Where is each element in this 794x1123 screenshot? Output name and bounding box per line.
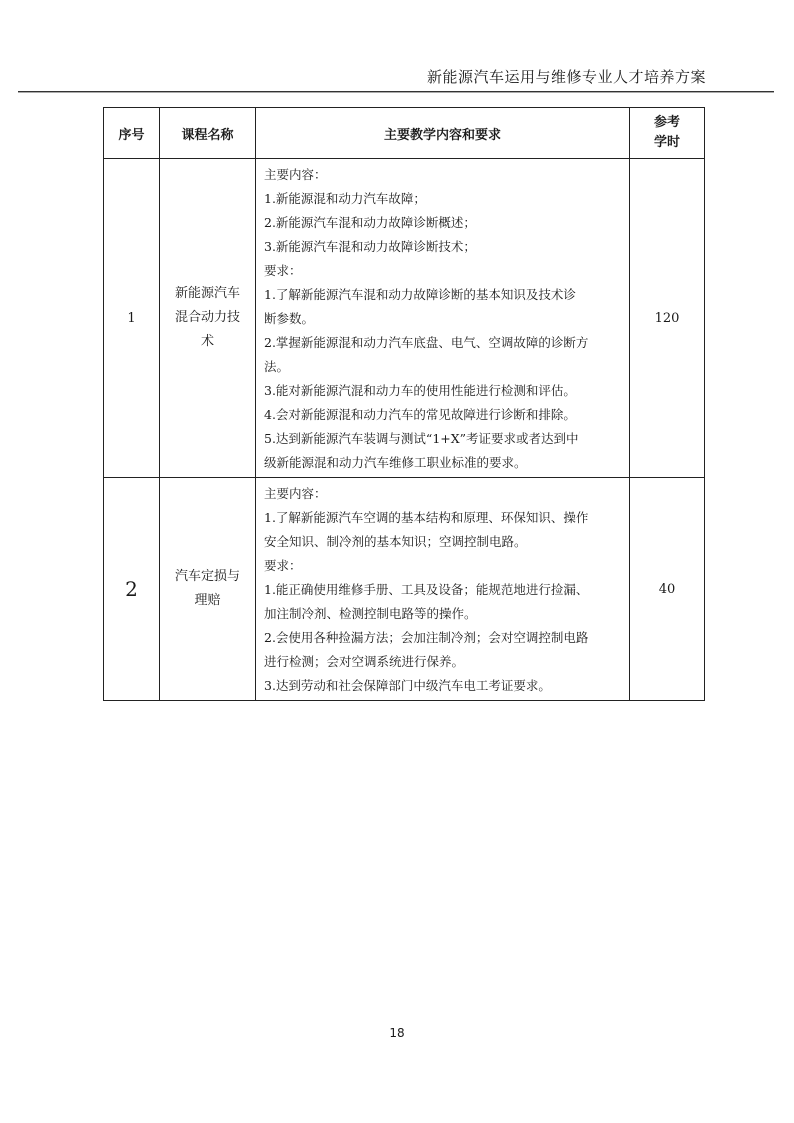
table-row (104, 159, 705, 478)
header-course-name: 课程名称 (160, 108, 256, 159)
content-line: 要求： (264, 263, 302, 278)
content-line: 1.了解新能源汽车混和动力故障诊断的基本知识及技术诊 (264, 287, 576, 302)
course-name-line: 混合动力技 (174, 310, 240, 325)
course-name-line: 新能源汽车 (174, 286, 240, 301)
content-line: 法。 (264, 359, 290, 374)
content-line: 4.会对新能源混和动力汽车的常见故障进行诊断和排除。 (264, 407, 576, 422)
content-line: 要求： (264, 558, 302, 573)
content-line: 3.新能源汽车混和动力故障诊断技术； (264, 239, 476, 254)
content-line: 加注制冷剂、检测控制电路等的操作。 (264, 606, 477, 621)
content-line: 进行检测；会对空调系统进行保养。 (264, 654, 465, 669)
content-line: 3.达到劳动和社会保障部门中级汽车电工考证要求。 (264, 678, 551, 693)
course-name (160, 159, 256, 478)
table-row (104, 478, 705, 701)
content-line: 2.会使用各种捡漏方法；会加注制冷剂；会对空调控制电路 (264, 630, 589, 645)
course-name-line: 汽车定损与 (174, 569, 240, 584)
content-line: 级新能源混和动力汽车维修工职业标准的要求。 (264, 455, 527, 470)
header-hours (630, 108, 705, 159)
header-content: 主要教学内容和要求 (256, 108, 630, 159)
row-index: 2 (104, 478, 160, 701)
course-name-line: 术 (200, 334, 214, 349)
course-content (256, 478, 630, 701)
content-line: 2.新能源汽车混和动力故障诊断概述； (264, 215, 476, 230)
header-rule (18, 91, 774, 92)
page-number: 18 (389, 1026, 405, 1040)
course-hours: 120 (630, 159, 705, 478)
content-line: 1.能正确使用维修手册、工具及设备；能规范地进行捡漏、 (264, 582, 589, 597)
course-name-line: 理赔 (194, 593, 221, 608)
row-index: 1 (104, 159, 160, 478)
header-index: 序号 (104, 108, 160, 159)
table-header-row (104, 108, 705, 159)
content-line: 主要内容： (264, 486, 327, 501)
document-header-title: 新能源汽车运用与维修专业人才培养方案 (426, 68, 706, 86)
course-content (256, 159, 630, 478)
course-name (160, 478, 256, 701)
content-line: 1.新能源混和动力汽车故障； (264, 191, 426, 206)
content-line: 2.掌握新能源混和动力汽车底盘、电气、空调故障的诊断方 (264, 335, 589, 350)
course-hours: 40 (630, 478, 705, 701)
content-line: 断参数。 (264, 311, 315, 326)
content-line: 5.达到新能源汽车装调与测试“1+X”考证要求或者达到中 (264, 431, 579, 446)
content-line: 安全知识、制冷剂的基本知识；空调控制电路。 (264, 534, 527, 549)
curriculum-table (103, 107, 705, 701)
content-line: 1.了解新能源汽车空调的基本结构和原理、环保知识、操作 (264, 510, 589, 525)
header-hours-line2: 学时 (653, 135, 680, 150)
content-line: 3.能对新能源汽混和动力车的使用性能进行检测和评估。 (264, 383, 576, 398)
content-line: 主要内容： (264, 167, 327, 182)
header-hours-line1: 参考 (653, 115, 680, 130)
